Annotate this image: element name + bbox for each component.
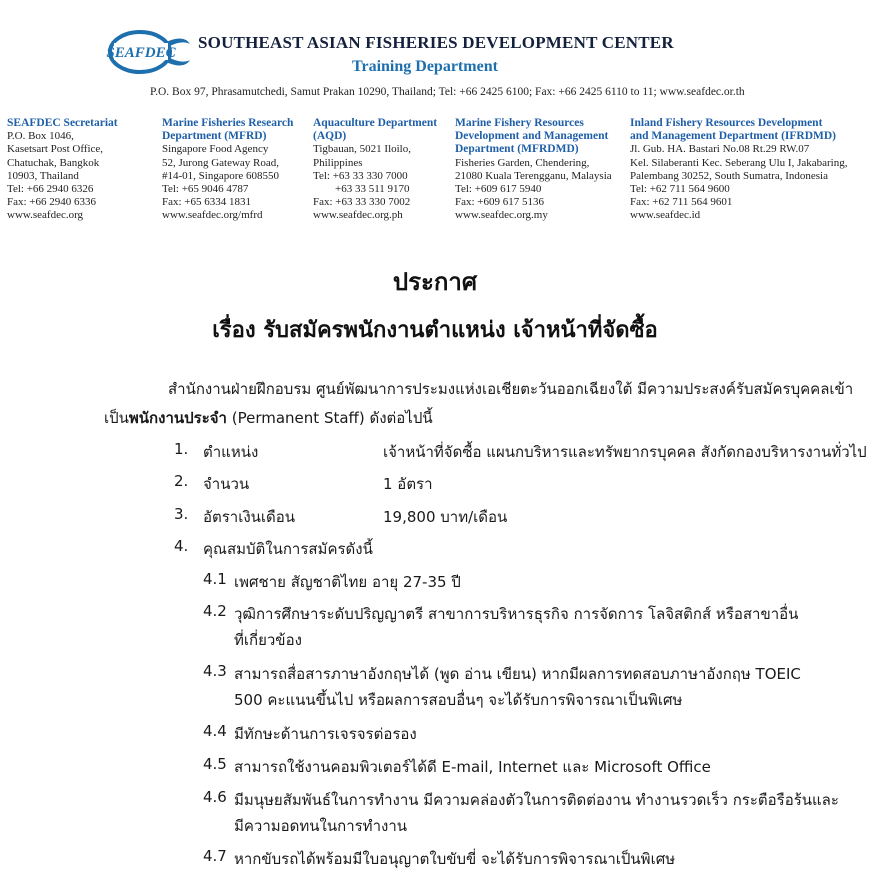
office-line: 10903, Thailand: [7, 169, 79, 182]
logo-text: SEAFDEC: [106, 45, 176, 61]
office-line: www.seafdec.org: [7, 209, 84, 222]
department-name: Training Department: [352, 58, 498, 75]
seafdec-logo-icon: [104, 28, 192, 76]
intro-suffix: (Permanent Staff) ดังต่อไปนี้: [226, 409, 433, 427]
qual-number: 4.4: [203, 722, 227, 740]
header-address: P.O. Box 97, Phrasamutchedi, Samut Prakan 10290, Thailand; Tel: +66 2425 6100; Fax: +66 2425 6110 to 11; www.seafdec.or.th: [150, 86, 745, 98]
intro-line-2: [104, 406, 433, 430]
item-value: เจ้าหน้าที่จัดซื้อ แผนกบริหารและทรัพยากรบุคคล สังกัดกองบริหารงานทั่วไป: [383, 443, 867, 461]
qual-text-cont: มีความอดทนในการทำงาน: [234, 817, 407, 835]
item-label: จำนวน: [203, 475, 250, 493]
office-title: Aquaculture Department: [313, 117, 438, 129]
qual-number: 4.6: [203, 788, 227, 806]
office-line: www.seafdec.org.my: [455, 209, 548, 222]
office-title: Development and Management: [455, 130, 609, 143]
office-line: Tel: +65 9046 4787: [162, 183, 249, 196]
office-line: P.O. Box 1046,: [7, 130, 74, 143]
office-mfrd: [162, 117, 293, 223]
item-label: คุณสมบัติในการสมัครดังนี้: [203, 540, 373, 558]
announcement-title: ประกาศ: [392, 268, 478, 296]
office-title: Department (MFRD): [162, 130, 267, 143]
office-mfrdmd: [455, 117, 612, 223]
item-label: ตำแหน่ง: [203, 443, 259, 461]
org-name: SOUTHEAST ASIAN FISHERIES DEVELOPMENT CENTER: [198, 33, 674, 52]
office-secretariat: [7, 117, 118, 223]
intro-prefix: เป็น: [104, 409, 129, 427]
office-line: Kasetsart Post Office,: [7, 143, 104, 156]
office-aqd: [313, 117, 437, 223]
office-ifrdmd: [630, 117, 847, 223]
office-title: Marine Fishery Resources: [455, 117, 584, 129]
office-line: Philippines: [313, 156, 363, 169]
permanent-staff-label: พนักงานประจำ: [128, 409, 227, 427]
office-line: www.seafdec.id: [630, 209, 701, 222]
intro-line-1: สำนักงานฝ่ายฝึกอบรม ศูนย์พัฒนาการประมงแห่งเอเชียตะวันออกเฉียงใต้ มีความประสงค์รับสมัครบุคคลเข้า: [168, 380, 854, 398]
item-number: 4.: [174, 537, 189, 555]
item-number: 1.: [174, 440, 189, 458]
qual-text: หากขับรถได้พร้อมมีใบอนุญาตใบขับขี่ จะได้รับการพิจารณาเป็นพิเศษ: [234, 850, 676, 868]
office-title: Inland Fishery Resources Development: [630, 117, 823, 129]
office-line: Chatuchak, Bangkok: [7, 156, 100, 169]
office-line: www.seafdec.org/mfrd: [162, 209, 263, 222]
announcement-subject: เรื่อง รับสมัครพนักงานตำแหน่ง เจ้าหน้าที่จัดซื้อ: [212, 318, 658, 343]
office-line: Palembang 30252, South Sumatra, Indonesia: [630, 169, 828, 182]
office-title: (AQD): [313, 130, 347, 143]
office-line: Fax: +66 2940 6336: [7, 196, 97, 209]
office-title: and Management Department (IFRDMD): [630, 130, 837, 143]
office-line: Tel: +66 2940 6326: [7, 183, 94, 196]
qual-text: สามารถใช้งานคอมพิวเตอร์ได้ดี E-mail, Internet และ Microsoft Office: [234, 758, 711, 776]
office-line: Fax: +609 617 5136: [455, 196, 545, 209]
qual-number: 4.3: [203, 662, 227, 680]
office-line: www.seafdec.org.ph: [313, 209, 403, 222]
item-value: 1 อัตรา: [383, 475, 433, 493]
office-line: Tigbauan, 5021 Iloilo,: [313, 143, 411, 156]
qual-text-cont: ที่เกี่ยวข้อง: [234, 631, 302, 649]
office-line: +63 33 511 9170: [313, 183, 410, 196]
qual-text: มีทักษะด้านการเจรจรต่อรอง: [234, 725, 417, 743]
office-title: SEAFDEC Secretariat: [7, 117, 118, 129]
qual-text: มีมนุษยสัมพันธ์ในการทำงาน มีความคล่องตัวในการติดต่องาน ทำงานรวดเร็ว กระตือรือร้นและ: [234, 791, 839, 809]
office-line: 52, Jurong Gateway Road,: [162, 156, 280, 169]
office-title: Department (MFRDMD): [455, 143, 579, 156]
qual-text: สามารถสื่อสารภาษาอังกฤษได้ (พูด อ่าน เขียน) หากมีผลการทดสอบภาษาอังกฤษ TOEIC: [234, 665, 801, 683]
qual-number: 4.1: [203, 570, 227, 588]
office-line: 21080 Kuala Terengganu, Malaysia: [455, 169, 612, 182]
office-line: Fax: +63 33 330 7002: [313, 196, 411, 209]
office-line: Jl. Gub. HA. Bastari No.08 Rt.29 RW.07: [630, 143, 810, 156]
office-line: Fisheries Garden, Chendering,: [455, 156, 590, 169]
office-line: Fax: +65 6334 1831: [162, 196, 252, 209]
qual-text: วุฒิการศึกษาระดับปริญญาตรี สาขาการบริหารธุรกิจ การจัดการ โลจิสติกส์ หรือสาขาอื่น: [234, 605, 799, 623]
item-number: 3.: [174, 505, 189, 523]
qual-text: เพศชาย สัญชาติไทย อายุ 27-35 ปี: [234, 573, 461, 591]
office-line: Kel. Silaberanti Kec. Seberang Ulu I, Jakabaring,: [630, 156, 848, 169]
qual-text-cont: 500 คะแนนขึ้นไป หรือผลการสอบอื่นๆ จะได้รับการพิจารณาเป็นพิเศษ: [234, 691, 683, 709]
office-line: #14-01, Singapore 608550: [162, 169, 280, 182]
office-line: Singapore Food Agency: [162, 143, 269, 156]
item-value: 19,800 บาท/เดือน: [383, 508, 508, 526]
office-line: Tel: +63 33 330 7000: [313, 169, 408, 182]
item-label: อัตราเงินเดือน: [203, 508, 296, 526]
office-line: Tel: +609 617 5940: [455, 183, 542, 196]
office-line: Fax: +62 711 564 9601: [630, 196, 733, 209]
office-line: Tel: +62 711 564 9600: [630, 183, 730, 196]
qual-number: 4.2: [203, 602, 227, 620]
office-title: Marine Fisheries Research: [162, 117, 294, 129]
qual-number: 4.5: [203, 755, 227, 773]
item-number: 2.: [174, 472, 189, 490]
qual-number: 4.7: [203, 847, 227, 865]
